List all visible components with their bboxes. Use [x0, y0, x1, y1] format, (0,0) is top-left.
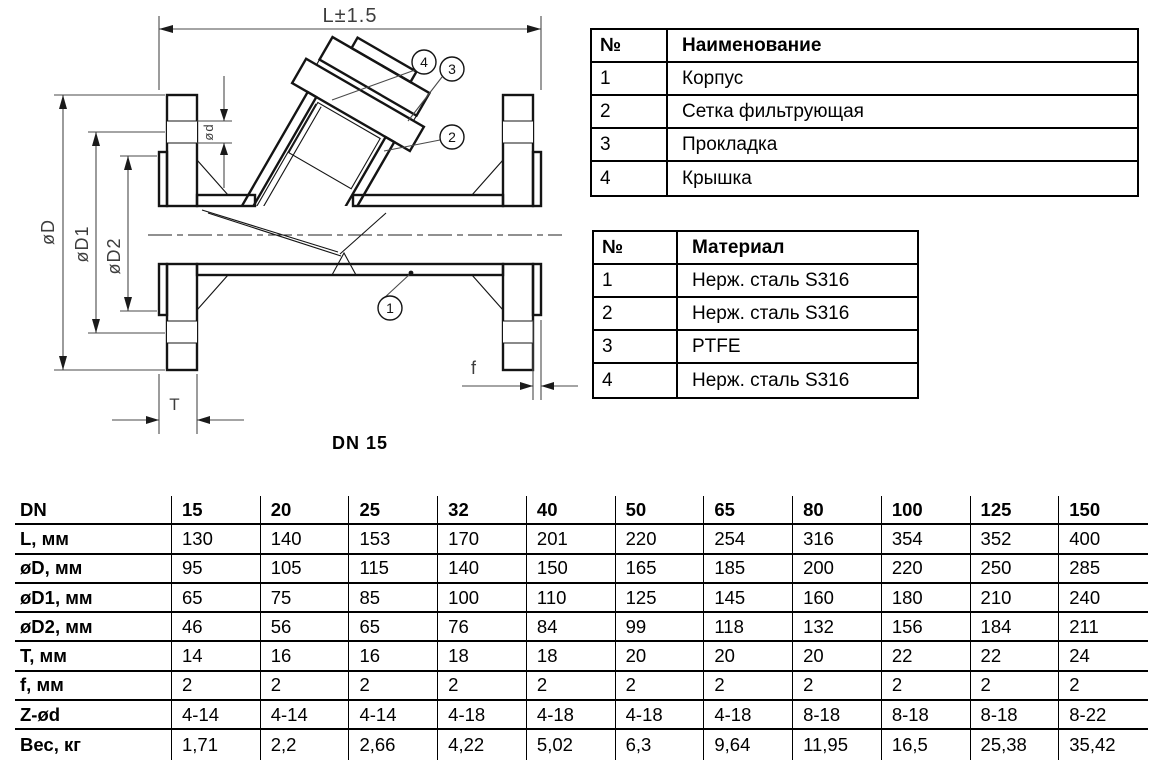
cell: 11,95	[793, 730, 882, 759]
cell: 4-14	[172, 701, 261, 728]
cell: 1	[592, 63, 668, 94]
dim-label-L: L±1.5	[322, 5, 378, 27]
cell: øD1, мм	[15, 584, 172, 611]
cell: 2,66	[349, 730, 438, 759]
cell: 8-18	[882, 701, 971, 728]
table-row	[594, 298, 917, 331]
table-row	[592, 63, 1137, 96]
cell: 8-22	[1069, 703, 1107, 725]
cell: 20	[616, 642, 705, 669]
cell: 4	[592, 162, 668, 195]
cell: 1	[594, 265, 678, 296]
callout-4-number: 4	[420, 54, 428, 70]
table-row	[15, 525, 1148, 554]
callout-2-number: 2	[448, 129, 456, 145]
cell: 140	[438, 555, 527, 582]
cell: 99	[616, 613, 705, 640]
header-cell: 40	[527, 496, 616, 523]
cell: f, мм	[15, 672, 172, 699]
dimension-D2	[104, 156, 157, 311]
materials-table	[592, 230, 919, 399]
table-header-row	[15, 496, 1148, 525]
cell: Корпус	[682, 67, 744, 89]
cell: 118	[704, 613, 793, 640]
cell: 240	[1069, 586, 1101, 608]
cell: Z-ød	[15, 701, 172, 728]
dim-label-D2: øD2	[104, 237, 124, 275]
cell: 180	[882, 584, 971, 611]
cell: 22	[971, 642, 1060, 669]
table-row	[594, 331, 917, 364]
table-row	[592, 129, 1137, 162]
header-cell: 20	[261, 496, 350, 523]
cell: 184	[971, 613, 1060, 640]
cell: 250	[971, 555, 1060, 582]
cell: Прокладка	[682, 133, 778, 155]
cell: 4,22	[438, 730, 527, 759]
cell: 2	[438, 672, 527, 699]
cell: 85	[349, 584, 438, 611]
dimension-T	[112, 374, 244, 434]
drawing-caption: DN 15	[331, 433, 389, 453]
right-flange-section	[503, 95, 541, 370]
dim-label-bolt-hole: ød	[201, 123, 216, 141]
table-row	[15, 555, 1148, 584]
callout-1-number: 1	[386, 300, 394, 316]
cell: 75	[261, 584, 350, 611]
cell: 25,38	[971, 730, 1060, 759]
table-row	[594, 364, 917, 397]
cell: Вес, кг	[15, 730, 172, 759]
cell: 3	[594, 331, 678, 362]
cell: 125	[616, 584, 705, 611]
table-row	[15, 672, 1148, 701]
cell: 153	[349, 525, 438, 552]
table-row	[15, 642, 1148, 671]
cell: 2	[592, 96, 668, 127]
header-cell: 65	[704, 496, 793, 523]
cell: 16	[349, 642, 438, 669]
cell: 16,5	[882, 730, 971, 759]
table-row	[594, 265, 917, 298]
parts-table	[590, 28, 1139, 197]
cell: 4-18	[527, 701, 616, 728]
cell: 132	[793, 613, 882, 640]
cell: 165	[616, 555, 705, 582]
cell: PTFE	[692, 335, 741, 357]
header-cell: №	[594, 232, 678, 263]
cell: 2	[594, 298, 678, 329]
dimensions-table	[15, 496, 1148, 760]
table-header-row	[592, 30, 1137, 63]
cell: 2	[793, 672, 882, 699]
cell: 56	[261, 613, 350, 640]
cell: Нерж. сталь S316	[692, 302, 850, 324]
cell: 400	[1069, 527, 1101, 549]
table-row	[15, 701, 1148, 730]
cell: 24	[1069, 645, 1090, 667]
table-row	[592, 162, 1137, 195]
cell: 354	[882, 525, 971, 552]
cell: 20	[704, 642, 793, 669]
left-flange-section	[159, 95, 197, 370]
cell: 211	[1069, 615, 1099, 637]
cell: 2	[349, 672, 438, 699]
cell: 110	[527, 584, 616, 611]
cell: 2	[261, 672, 350, 699]
cell: 9,64	[704, 730, 793, 759]
header-cell: Материал	[692, 236, 785, 258]
table-header-row	[594, 232, 917, 265]
cell: 316	[793, 525, 882, 552]
cell: 18	[438, 642, 527, 669]
cell: 3	[592, 129, 668, 160]
table-row	[15, 613, 1148, 642]
cell: 2	[616, 672, 705, 699]
cell: 145	[704, 584, 793, 611]
cell: 35,42	[1069, 734, 1116, 756]
cell: Нерж. сталь S316	[692, 369, 850, 391]
cell: Сетка фильтрующая	[682, 100, 864, 122]
cell: 210	[971, 584, 1060, 611]
cell: 84	[527, 613, 616, 640]
header-cell: 32	[438, 496, 527, 523]
cell: 100	[438, 584, 527, 611]
dimension-D1	[72, 132, 165, 333]
cell: 65	[349, 613, 438, 640]
cell: 105	[261, 555, 350, 582]
cell: 95	[172, 555, 261, 582]
header-cell: 50	[616, 496, 705, 523]
cell: 22	[882, 642, 971, 669]
cell: 156	[882, 613, 971, 640]
cell: 4-18	[616, 701, 705, 728]
dim-label-D1: øD1	[72, 225, 92, 263]
cell: 220	[882, 555, 971, 582]
cell: 2	[1069, 674, 1080, 696]
gasket-section	[317, 60, 417, 121]
cell: øD, мм	[15, 555, 172, 582]
cell: 150	[527, 555, 616, 582]
cell: 2	[704, 672, 793, 699]
cell: 220	[616, 525, 705, 552]
header-cell: Наименование	[682, 34, 822, 56]
y-strainer-drawing	[0, 0, 580, 470]
cell: 140	[261, 525, 350, 552]
cell: Нерж. сталь S316	[692, 269, 850, 291]
header-cell: DN	[15, 496, 172, 523]
callout-3-number: 3	[448, 61, 456, 77]
dimension-bolt-hole	[197, 76, 232, 188]
dimension-D	[38, 95, 165, 370]
cell: 352	[971, 525, 1060, 552]
table-row	[15, 730, 1148, 759]
cell: 254	[704, 525, 793, 552]
cell: 170	[438, 525, 527, 552]
cell: 285	[1069, 557, 1101, 579]
cell: 4-14	[349, 701, 438, 728]
header-cell: 150	[1069, 498, 1101, 520]
cell: 14	[172, 642, 261, 669]
cell: 2	[527, 672, 616, 699]
cell: 4-18	[438, 701, 527, 728]
cell: 201	[527, 525, 616, 552]
cell: 16	[261, 642, 350, 669]
cell: 1,71	[172, 730, 261, 759]
cell: 8-18	[793, 701, 882, 728]
cell: 65	[172, 584, 261, 611]
cell: 18	[527, 642, 616, 669]
cell: 4-14	[261, 701, 350, 728]
cell: 160	[793, 584, 882, 611]
cell: T, мм	[15, 642, 172, 669]
cell: 8-18	[971, 701, 1060, 728]
cell: 20	[793, 642, 882, 669]
cell: 4	[594, 364, 678, 397]
callout-1	[378, 271, 413, 320]
cell: 2	[971, 672, 1060, 699]
header-cell: 80	[793, 496, 882, 523]
dim-label-D: øD	[38, 219, 58, 245]
cell: 2,2	[261, 730, 350, 759]
header-cell: №	[592, 30, 668, 61]
cell: 5,02	[527, 730, 616, 759]
header-cell: 15	[172, 496, 261, 523]
cell: 130	[172, 525, 261, 552]
cell: 2	[172, 672, 261, 699]
header-cell: 100	[882, 496, 971, 523]
cell: 46	[172, 613, 261, 640]
cell: Крышка	[682, 167, 752, 189]
filter-mesh-section	[289, 102, 380, 188]
dim-label-T: T	[169, 395, 181, 414]
cell: 2	[882, 672, 971, 699]
table-row	[15, 584, 1148, 613]
cell: 115	[349, 555, 438, 582]
cell: 76	[438, 613, 527, 640]
dim-label-f: f	[470, 358, 478, 378]
cell: øD2, мм	[15, 613, 172, 640]
table-row	[592, 96, 1137, 129]
cell: 4-18	[704, 701, 793, 728]
header-cell: 125	[971, 496, 1060, 523]
cell: L, мм	[15, 525, 172, 552]
header-cell: 25	[349, 496, 438, 523]
cell: 6,3	[616, 730, 705, 759]
cell: 200	[793, 555, 882, 582]
cell: 185	[704, 555, 793, 582]
